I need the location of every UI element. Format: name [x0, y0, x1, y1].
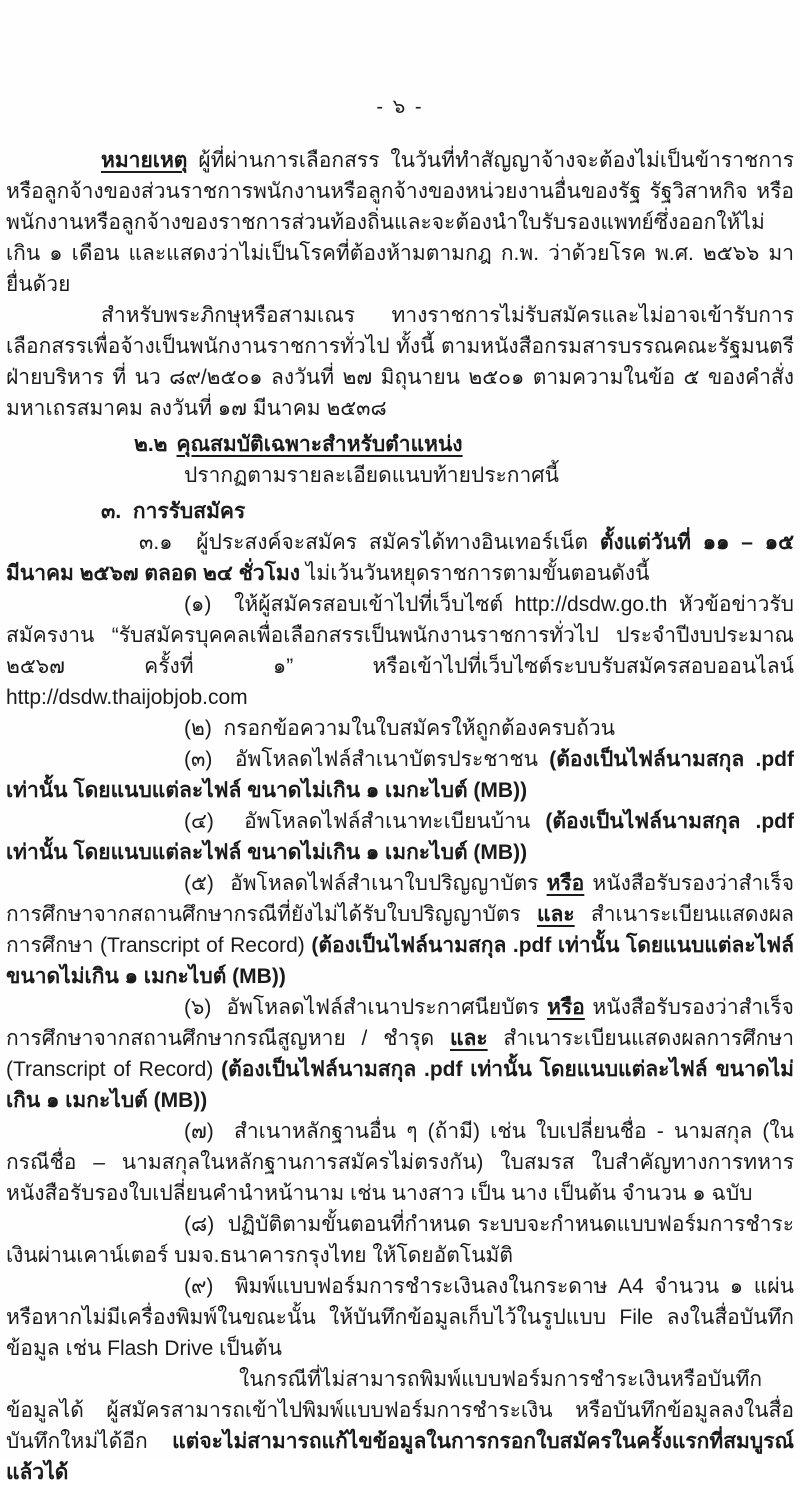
step-5-part3: สำเนาระเบียนแสดงผลการศึกษา (Transcript of Record) [6, 903, 794, 957]
section-3-1-suffix: ไม่เว้นวันหยุดราชการตามขั้นตอนดังนี้ [300, 562, 650, 585]
step-3-paragraph [6, 744, 794, 806]
step-7-paragraph [6, 1116, 794, 1209]
step-8-paragraph [6, 1209, 794, 1271]
step-7-text: (๗) สำเนาหลักฐานอื่น ๆ (ถ้ามี) เช่น ใบเปลี่ยนชื่อ - นามสกุล (ในกรณีชื่อ – นามสกุลในหลักฐานการสมัครไม่ตรงกัน) ใบสมรส ใบสำคัญทางการทหาร หนังสือรับรองใบเปลี่ยนคำนำหน้านาม เช่น นางสาว เป็น นาง เป็นต้น จำนวน ๑ ฉบับ [6, 1120, 794, 1205]
step-9-paragraph [6, 1271, 794, 1364]
closing-warning: แต่จะไม่สามารถแก้ไขข้อมูลในการกรอกใบสมัครในครั้งแรกที่สมบูรณ์แล้วได้ [6, 1430, 794, 1484]
step-5-part1: (๕) อัพโหลดไฟล์สำเนาใบปริญญาบัตร [184, 872, 547, 895]
step-3-text: (๓) อัพโหลดไฟล์สำเนาบัตรประชาชน [184, 748, 550, 771]
step-2-paragraph [6, 713, 794, 744]
step-6-or-word: หรือ [547, 996, 585, 1019]
section-3-1-dates: ตั้งแต่วันที่ ๑๑ – ๑๕ มีนาคม ๒๕๖๗ ตลอด ๒๔ ชั่วโมง [6, 531, 794, 585]
note-paragraph [6, 145, 794, 300]
step-6-and-word: และ [449, 1027, 488, 1050]
step-9-text: (๙) พิมพ์แบบฟอร์มการชำระเงินลงในกระดาษ A4 จำนวน ๑ แผ่น หรือหากไม่มีเครื่องพิมพ์ในขณะนั้น ให้บันทึกข้อมูลเก็บไว้ในรูปแบบ File ลงในสื่อบันทึกข้อมูล เช่น Flash Drive เป็นต้น [6, 1275, 794, 1360]
step-5-or-word: หรือ [546, 872, 585, 895]
section-2-2-number: ๒.๒ [134, 433, 168, 456]
step-1-text: (๑) ให้ผู้สมัครสอบเข้าไปที่เว็บไซต์ http://dsdw.go.th หัวข้อข่าวรับสมัครงาน “รับสมัครบุคคลเพื่อเลือกสรรเป็นพนักงานราชการทั่วไป ประจำปีงบประมาณ ๒๕๖๗ ครั้งที่ ๑” หรือเข้าไปที่เว็บไซต์ระบบรับสมัครสอบออนไลน์ http://dsdw.thaijobjob.com [6, 593, 794, 709]
step-6-part2: หนังสือรับรองว่าสำเร็จการศึกษาจากสถานศึกษากรณีสูญหาย / ชำรุด [6, 996, 794, 1050]
step-6-paragraph [6, 992, 794, 1116]
note-label: หมายเหตุ [101, 149, 188, 172]
step-5-part2: หนังสือรับรองว่าสำเร็จการศึกษาจากสถานศึกษากรณีที่ยังไม่ได้รับใบปริญญาบัตร [6, 872, 795, 926]
step-4-requirement: (ต้องเป็นไฟล์นามสกุล .pdf เท่านั้น โดยแนบแต่ละไฟล์ ขนาดไม่เกิน ๑ เมกะไบต์ (MB)) [6, 810, 794, 864]
section-3-1-prefix: ๓.๑ ผู้ประสงค์จะสมัคร สมัครได้ทางอินเทอร์เน็ต [139, 531, 600, 554]
closing-paragraph [6, 1364, 794, 1488]
step-5-paragraph [6, 868, 794, 992]
section-3-heading: ๓. การรับสมัคร [101, 500, 246, 523]
step-4-paragraph [6, 806, 794, 868]
section-2-2-detail: ปรากฏตามรายละเอียดแนบท้ายประกาศนี้ [184, 464, 559, 487]
section-2-2-heading [6, 429, 794, 460]
step-3-requirement: (ต้องเป็นไฟล์นามสกุล .pdf เท่านั้น โดยแนบแต่ละไฟล์ ขนาดไม่เกิน ๑ เมกะไบต์ (MB)) [6, 748, 795, 802]
closing-text: ในกรณีที่ไม่สามารถพิมพ์แบบฟอร์มการชำระเงินหรือบันทึกข้อมูลได้ ผู้สมัครสามารถเข้าไปพิมพ์แบบฟอร์มการชำระเงิน หรือบันทึกข้อมูลลงในสื่อบันทึกใหม่ได้อีก [6, 1368, 794, 1453]
note-text: ผู้ที่ผ่านการเลือกสรร ในวันที่ทำสัญญาจ้างจะต้องไม่เป็นข้าราชการหรือลูกจ้างของส่วนราชการพนักงานหรือลูกจ้างของหน่วยงานอื่นของรัฐ รัฐวิสาหกิจ หรือพนักงานหรือลูกจ้างของราชการส่วนท้องถิ่นและจะต้องนำใบรับรองแพทย์ซึ่งออกให้ไม่เกิน ๑ เดือน และแสดงว่าไม่เป็นโรคที่ต้องห้ามตามกฎ ก.พ. ว่าด้วยโรค พ.ศ. ๒๕๖๖ มายื่นด้วย [6, 149, 794, 296]
section-3-1-paragraph [6, 527, 794, 589]
step-2-text: (๒) กรอกข้อความในใบสมัครให้ถูกต้องครบถ้วน [184, 717, 615, 740]
page-number: - ๖ - [376, 96, 424, 118]
step-6-part3: สำเนาระเบียนแสดงผลการศึกษา (Transcript of Record) [6, 1027, 794, 1081]
step-1-paragraph [6, 589, 794, 713]
step-5-requirement: (ต้องเป็นไฟล์นามสกุล .pdf เท่านั้น โดยแนบแต่ละไฟล์ ขนาดไม่เกิน ๑ เมกะไบต์ (MB)) [6, 934, 795, 988]
step-6-part1: (๖) อัพโหลดไฟล์สำเนาประกาศนียบัตร [184, 996, 548, 1019]
step-4-text: (๔) อัพโหลดไฟล์สำเนาทะเบียนบ้าน [184, 810, 546, 833]
step-8-text: (๘) ปฏิบัติตามขั้นตอนที่กำหนด ระบบจะกำหนดแบบฟอร์มการชำระเงินผ่านเคาน์เตอร์ บมจ.ธนาคารกรุงไทย ให้โดยอัตโนมัติ [6, 1213, 794, 1267]
section-2-2-title: คุณสมบัติเฉพาะสำหรับตำแหน่ง [176, 433, 463, 456]
step-5-and-word: และ [536, 903, 575, 926]
monk-paragraph: สำหรับพระภิกษุหรือสามเณร ทางราชการไม่รับสมัครและไม่อาจเข้ารับการเลือกสรรเพื่อจ้างเป็นพนักงานราชการทั่วไป ทั้งนี้ ตามหนังสือกรมสารบรรณคณะรัฐมนตรีฝ่ายบริหาร ที่ นว ๘๙/๒๕๐๑ ลงวันที่ ๒๗ มิถุนายน ๒๕๐๑ ตามความในข้อ ๕ ของคำสั่งมหาเถรสมาคม ลงวันที่ ๑๗ มีนาคม ๒๕๓๘ [6, 304, 794, 420]
document-body [0, 145, 800, 1488]
step-6-requirement: (ต้องเป็นไฟล์นามสกุล .pdf เท่านั้น โดยแนบแต่ละไฟล์ ขนาดไม่เกิน ๑ เมกะไบต์ (MB)) [6, 1058, 794, 1112]
